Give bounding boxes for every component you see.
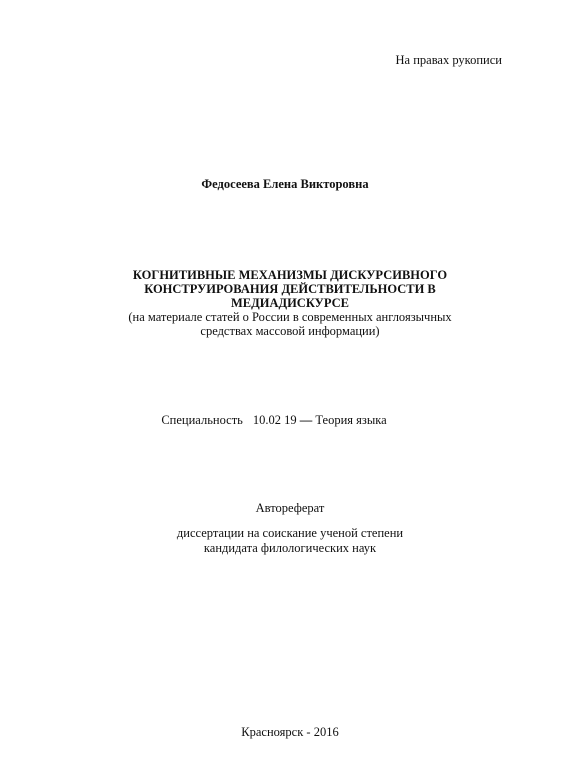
specialty-label: Специальность xyxy=(161,413,243,427)
subtitle-line-2: средствах массовой информации) xyxy=(200,324,380,338)
rights-note: На правах рукописи xyxy=(395,53,502,67)
abstract-label: Автореферат xyxy=(255,501,325,515)
dissertation-degree xyxy=(0,526,564,556)
title-line-2: КОНСТРУИРОВАНИЯ ДЕЙСТВИТЕЛЬНОСТИ В xyxy=(144,282,436,296)
dissertation-title xyxy=(0,268,564,338)
degree-line-2: кандидата филологических наук xyxy=(203,541,377,555)
specialty-code: 10.02 19 xyxy=(252,413,297,427)
author-name: Федосеева Елена Викторовна xyxy=(201,177,369,191)
specialty xyxy=(0,412,556,428)
specialty-name: Теория языка xyxy=(315,413,387,427)
place-year: Красноярск - 2016 xyxy=(241,725,339,739)
specialty-separator: — xyxy=(299,413,313,427)
title-line-3: МЕДИАДИСКУРСЕ xyxy=(231,296,349,310)
title-line-1: КОГНИТИВНЫЕ МЕХАНИЗМЫ ДИСКУРСИВНОГО xyxy=(132,268,448,282)
degree-line-1: диссертации на соискание ученой степени xyxy=(176,526,404,540)
subtitle-line-1: (на материале статей о России в современных англоязычных xyxy=(128,310,452,324)
